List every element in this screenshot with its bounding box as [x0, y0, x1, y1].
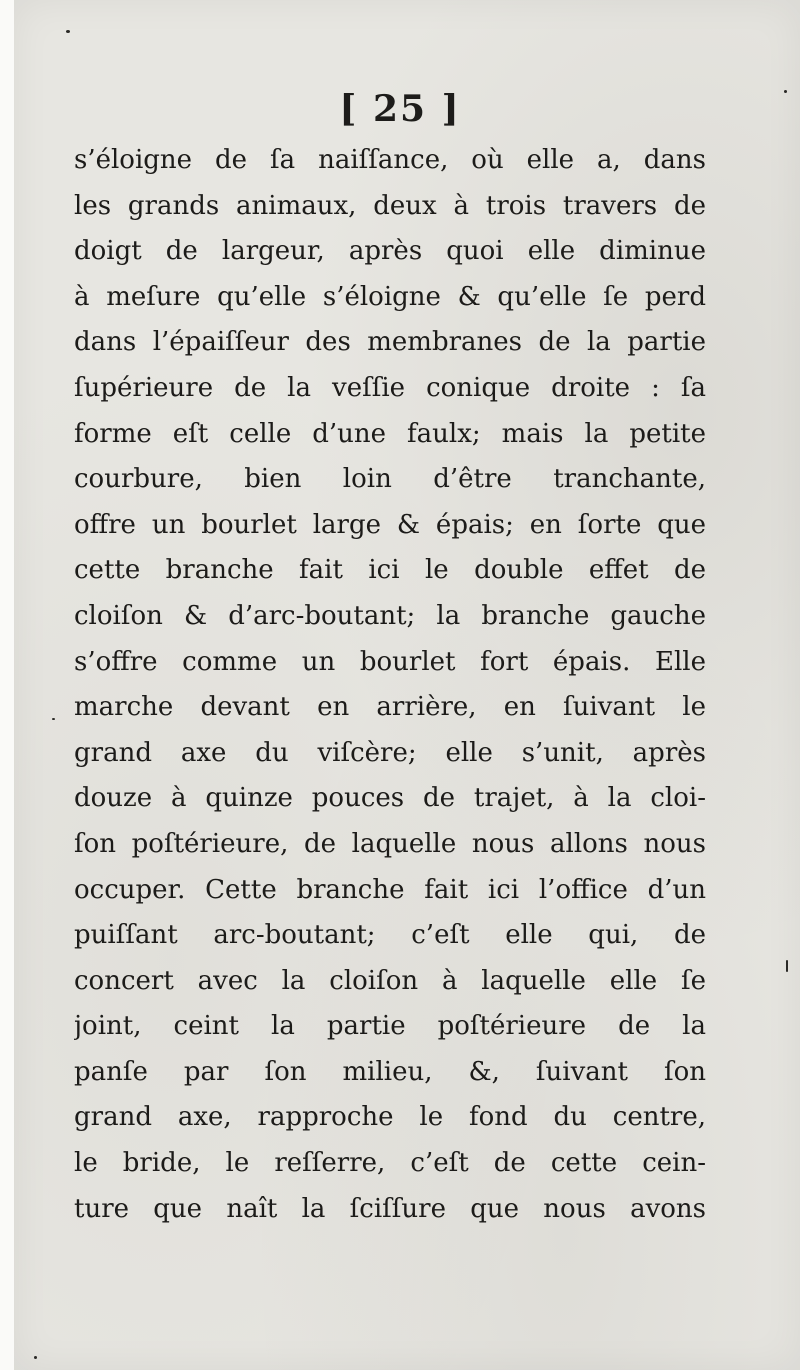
text-line: occuper. Cette branche fait ici l’office d’un [74, 874, 706, 905]
text-line: s’offre comme un bourlet fort épais. Elle [74, 646, 706, 677]
text-line: dans l’épaiſſeur des membranes de la partie [74, 327, 706, 358]
text-line: douze à quinze pouces de trajet, à la cloi- [74, 783, 706, 814]
text-line: à meſure qu’elle s’éloigne & qu’elle ſe perd [74, 281, 706, 312]
body-text [74, 138, 706, 1232]
text-line: cette branche fait ici le double effet de [74, 555, 706, 586]
page-edge [0, 0, 14, 1370]
text-line: grand axe du viſcère; elle s’unit, après [74, 737, 706, 768]
text-line: ſon poſtérieure, de laquelle nous allons nous [74, 828, 706, 859]
text-line: courbure, bien loin d’être tranchante, [74, 464, 706, 495]
text-line: les grands animaux, deux à trois travers de [74, 190, 706, 221]
text-line: puiſſant arc-boutant; c’eſt elle qui, de [74, 920, 706, 951]
ink-speck [66, 30, 70, 33]
text-line: cloiſon & d’arc-boutant; la branche gauche [74, 600, 706, 631]
text-line: ſupérieure de la veſſie conique droite : ſa [74, 372, 706, 403]
ink-speck [786, 960, 788, 972]
text-line: grand axe, rapproche le fond du centre, [74, 1102, 706, 1133]
text-line: forme eſt celle d’une faulx; mais la petite [74, 418, 706, 449]
text-line: doigt de largeur, après quoi elle diminue [74, 236, 706, 267]
text-line: marche devant en arrière, en ſuivant le [74, 692, 706, 723]
page-number: [ 25 ] [339, 88, 461, 130]
text-line: le bride, le reſſerre, c’eſt de cette cein- [74, 1148, 706, 1179]
ink-speck [52, 718, 55, 720]
text-line: s’éloigne de ſa naiſſance, où elle a, dans [74, 145, 706, 175]
text-line: panſe par ſon milieu, &, ſuivant ſon [74, 1056, 706, 1087]
text-line: joint, ceint la partie poſtérieure de la [74, 1011, 706, 1042]
text-line: offre un bourlet large & épais; en ſorte que [74, 509, 706, 540]
text-line: ture que naît la ſciſſure que nous avons [74, 1193, 706, 1224]
ink-speck [34, 1356, 37, 1359]
text-line: concert avec la cloiſon à laquelle elle ſe [74, 965, 706, 996]
